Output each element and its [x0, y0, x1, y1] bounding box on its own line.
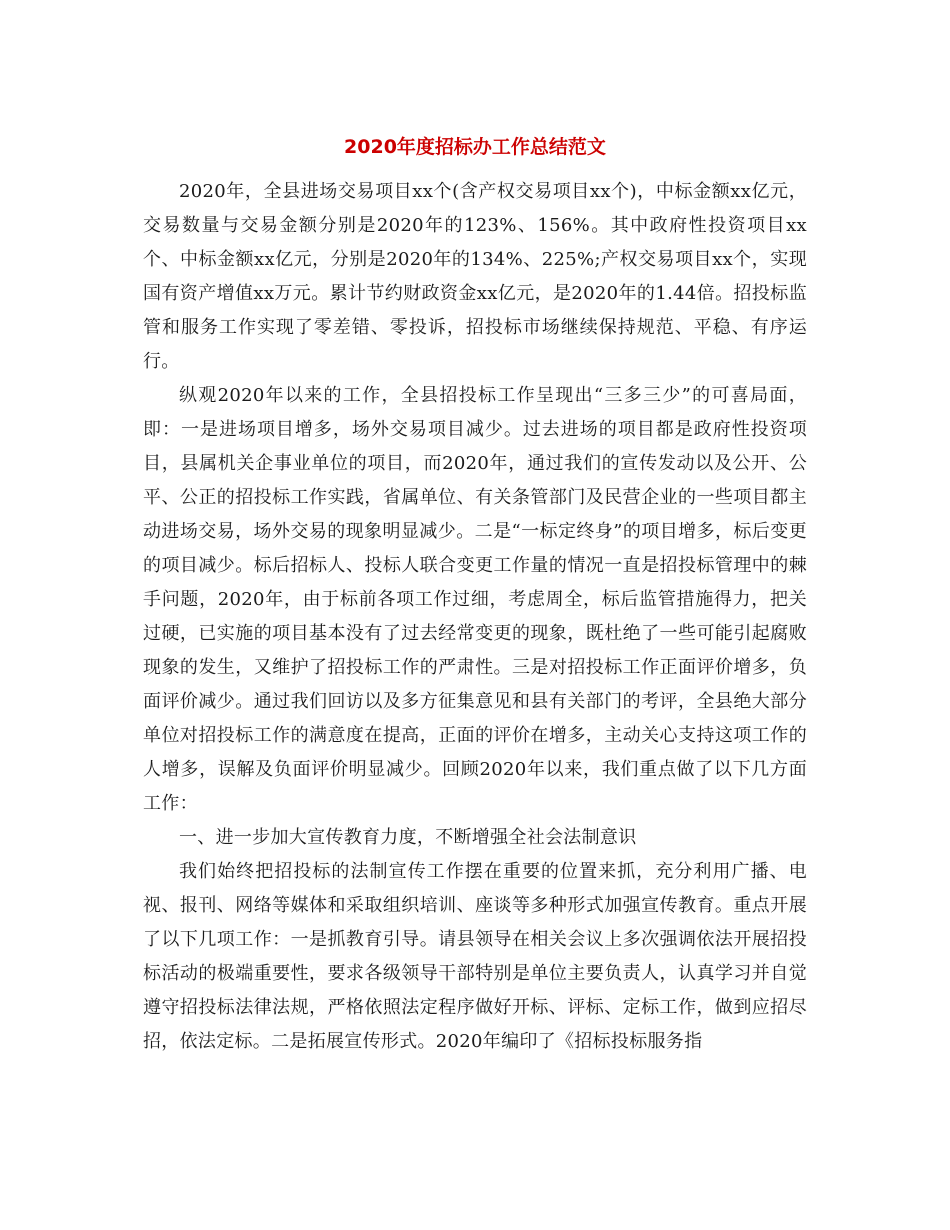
paragraph-overview: 纵观2020年以来的工作，全县招投标工作呈现出“三多三少”的可喜局面，即：一是进场项目增多，场外交易项目减少。过去进场的项目都是政府性投资项目，县属机关企事业单位的项目，而2020年，通过我们的宣传发动以及公开、公平、公正的招投标工作实践，省属单位、有关条管部门及民营企业的一些项目都主动进场交易，场外交易的现象明显减少。二是“一标定终身”的项目增多，标后变更的项目减少。标后招标人、投标人联合变更工作量的情况一直是招投标管理中的棘手问题，2020年，由于标前各项工作过细，考虑周全，标后监管措施得力，把关过硬，已实施的项目基本没有了过去经常变更的现象，既杜绝了一些可能引起腐败现象的发生，又维护了招投标工作的严肃性。三是对招投标工作正面评价增多，负面评价减少。通过我们回访以及多方征集意见和县有关部门的考评，全县绝大部分单位对招投标工作的满意度在提高，正面的评价在增多，主动关心支持这项工作的人增多，误解及负面评价明显减少。回顾2020年以来，我们重点做了以下几方面工作：: [143, 385, 807, 814]
paragraph-summary-statistics: 2020年，全县进场交易项目xx个(含产权交易项目xx个)，中标金额xx亿元，交易数量与交易金额分别是2020年的123%、156%。其中政府性投资项目xx个、中标金额xx亿元，分别是2020年的134%、225%;产权交易项目xx个，实现国有资产增值xx万元。累计节约财政资金xx亿元，是2020年的1.44倍。招投标监管和服务工作实现了零差错、零投诉，招投标市场继续保持规范、平稳、有序运行。: [143, 181, 807, 372]
paragraph-publicity-education: 我们始终把招投标的法制宣传工作摆在重要的位置来抓，充分利用广播、电视、报刊、网络等媒体和采取组织培训、座谈等多种形式加强宣传教育。重点开展了以下几项工作：一是抓教育引导。请县领导在相关会议上多次强调依法开展招投标活动的极端重要性，要求各级领导干部特别是单位主要负责人，认真学习并自觉遵守招投标法律法规，严格依照法定程序做好开标、评标、定标工作，做到应招尽招，依法定标。二是拓展宣传形式。2020年编印了《招标投标服务指: [143, 861, 807, 1052]
document-title: 2020年度招标办工作总结范文: [344, 136, 606, 158]
document-body: [143, 175, 807, 1059]
section-heading-1: 一、进一步加大宣传教育力度，不断增强全社会法制意识: [179, 827, 637, 848]
